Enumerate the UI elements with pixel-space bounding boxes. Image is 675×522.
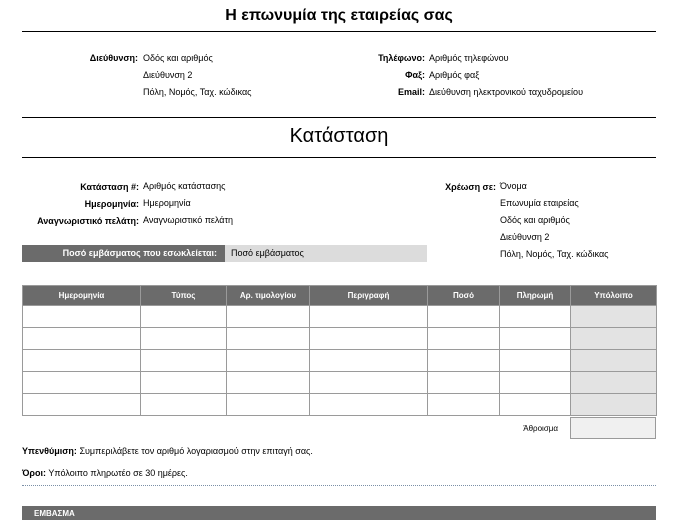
customer-id-label: Αναγνωριστικό πελάτη: xyxy=(37,216,139,226)
table-cell[interactable] xyxy=(500,372,571,394)
table-cell[interactable] xyxy=(141,306,227,328)
address-line2: Διεύθυνση 2 xyxy=(143,70,193,80)
reminder-note xyxy=(22,446,313,456)
remittance-header: ΕΜΒΑΣΜΑ xyxy=(22,506,656,520)
terms-label: Όροι: xyxy=(22,468,46,478)
table-cell[interactable] xyxy=(428,328,500,350)
address-line1: Οδός και αριθμός xyxy=(143,53,213,63)
table-cell[interactable] xyxy=(23,394,141,416)
table-cell[interactable] xyxy=(227,350,310,372)
table-cell[interactable] xyxy=(428,306,500,328)
amount-enclosed-field[interactable]: Ποσό εμβάσματος xyxy=(225,245,427,262)
table-cell[interactable] xyxy=(310,394,428,416)
address-label: Διεύθυνση: xyxy=(89,53,138,63)
col-date-header: Ημερομηνία xyxy=(23,286,141,306)
fax-value: Αριθμός φαξ xyxy=(429,70,480,80)
statement-date-value: Ημερομηνία xyxy=(143,198,191,208)
table-cell[interactable] xyxy=(500,394,571,416)
cut-line xyxy=(22,485,656,486)
table-cell[interactable] xyxy=(23,372,141,394)
table-cell[interactable] xyxy=(141,328,227,350)
bill-to-label: Χρέωση σε: xyxy=(445,182,496,192)
table-cell[interactable] xyxy=(500,306,571,328)
title-top-divider xyxy=(22,117,656,118)
table-cell[interactable] xyxy=(23,306,141,328)
col-description-header: Περιγραφή xyxy=(310,286,428,306)
address-line3: Πόλη, Νομός, Ταχ. κώδικας xyxy=(143,87,252,97)
reminder-label: Υπενθύμιση: xyxy=(22,446,77,456)
bill-to-city: Πόλη, Νομός, Ταχ. κώδικας xyxy=(500,249,609,259)
email-value: Διεύθυνση ηλεκτρονικού ταχυδρομείου xyxy=(429,87,583,97)
balance-cell xyxy=(571,372,657,394)
total-value-cell xyxy=(570,417,656,439)
bill-to-name: Όνομα xyxy=(500,181,527,191)
fax-label: Φαξ: xyxy=(405,70,425,80)
table-row xyxy=(23,350,657,372)
bill-to-company: Επωνυμία εταιρείας xyxy=(500,198,579,208)
statement-date-label: Ημερομηνία: xyxy=(84,199,139,209)
col-amount-header: Ποσό xyxy=(428,286,500,306)
total-label: Άθροισμα xyxy=(523,424,558,433)
statement-number-value: Αριθμός κατάστασης xyxy=(143,181,226,191)
col-balance-header: Υπόλοιπο xyxy=(571,286,657,306)
table-cell[interactable] xyxy=(310,306,428,328)
statement-number-label: Κατάσταση #: xyxy=(80,182,139,192)
customer-id-value: Αναγνωριστικό πελάτη xyxy=(143,215,234,225)
terms-note xyxy=(22,468,188,478)
table-cell[interactable] xyxy=(23,328,141,350)
title-bottom-divider xyxy=(22,157,656,158)
table-row xyxy=(23,328,657,350)
balance-cell xyxy=(571,350,657,372)
amount-enclosed-label: Ποσό εμβάσματος που εσωκλείεται: xyxy=(22,245,225,262)
balance-cell xyxy=(571,394,657,416)
statement-table xyxy=(22,285,657,416)
table-cell[interactable] xyxy=(227,394,310,416)
table-row xyxy=(23,372,657,394)
table-header-row xyxy=(23,286,657,306)
table-cell[interactable] xyxy=(428,350,500,372)
table-cell[interactable] xyxy=(310,328,428,350)
table-cell[interactable] xyxy=(428,372,500,394)
page-title: Κατάσταση xyxy=(289,125,389,147)
table-row xyxy=(23,394,657,416)
table-cell[interactable] xyxy=(227,372,310,394)
table-cell[interactable] xyxy=(500,350,571,372)
email-label: Email: xyxy=(397,87,425,97)
balance-cell xyxy=(571,306,657,328)
bill-to-street: Οδός και αριθμός xyxy=(500,215,570,225)
table-cell[interactable] xyxy=(141,350,227,372)
col-invoice-header: Αρ. τιμολογίου xyxy=(227,286,310,306)
balance-cell xyxy=(571,328,657,350)
table-cell[interactable] xyxy=(500,328,571,350)
phone-label: Τηλέφωνο: xyxy=(378,53,425,63)
table-row xyxy=(23,306,657,328)
col-payment-header: Πληρωμή xyxy=(500,286,571,306)
company-name: Η επωνυμία της εταιρείας σας xyxy=(225,7,453,24)
phone-value: Αριθμός τηλεφώνου xyxy=(429,53,509,63)
table-cell[interactable] xyxy=(310,350,428,372)
terms-text: Υπόλοιπο πληρωτέο σε 30 ημέρες. xyxy=(46,468,188,478)
table-cell[interactable] xyxy=(227,328,310,350)
amount-enclosed-row xyxy=(22,245,427,262)
table-cell[interactable] xyxy=(23,350,141,372)
reminder-text: Συμπεριλάβετε τον αριθμό λογαριασμού στην επιταγή σας. xyxy=(76,446,313,456)
table-cell[interactable] xyxy=(310,372,428,394)
table-cell[interactable] xyxy=(141,394,227,416)
header-divider xyxy=(22,31,656,32)
table-cell[interactable] xyxy=(227,306,310,328)
table-cell[interactable] xyxy=(141,372,227,394)
col-type-header: Τύπος xyxy=(141,286,227,306)
bill-to-address2: Διεύθυνση 2 xyxy=(500,232,550,242)
table-cell[interactable] xyxy=(428,394,500,416)
